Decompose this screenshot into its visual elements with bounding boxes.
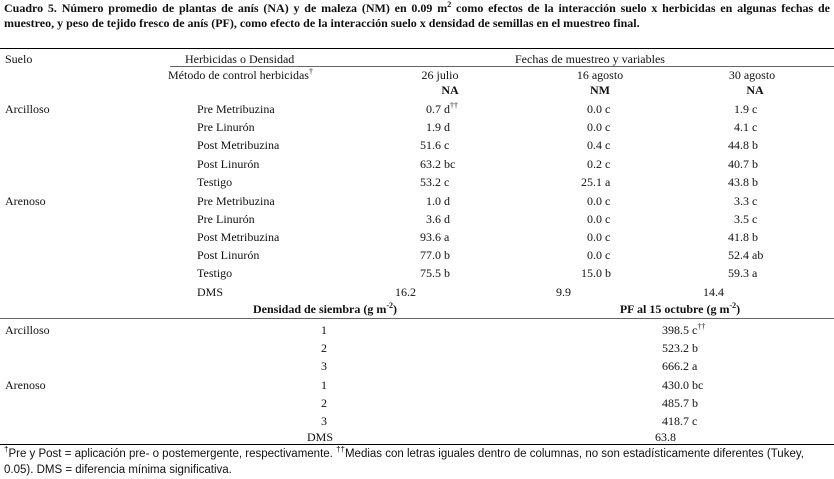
method-cell: Pre Linurón (197, 120, 255, 135)
soil-label: Arenoso (5, 377, 46, 392)
value-number: 16.2 (395, 284, 416, 299)
pf-letter: c (692, 323, 698, 337)
value-letter: b (444, 266, 450, 281)
header-metodo-text: Método de control herbicidas (168, 68, 309, 82)
method-cell: Post Metribuzina (197, 229, 280, 244)
footnote (4, 446, 830, 478)
pf-cell (651, 378, 703, 392)
value-letter: b (444, 248, 450, 263)
pf-cell (651, 359, 697, 373)
value-cell (405, 248, 450, 262)
value-letter: c (605, 102, 611, 116)
method-cell: Post Linurón (197, 156, 260, 171)
method-cell: Post Linurón (197, 248, 260, 263)
value-letter: d (444, 211, 450, 226)
value-cell (405, 157, 455, 171)
value-number: 93.6 (420, 229, 441, 244)
pf-cell (651, 323, 705, 337)
value-sup: †† (450, 101, 458, 110)
value-letter: c (605, 120, 611, 135)
pf-cell (651, 341, 698, 355)
value-number: 14.4 (703, 284, 724, 299)
value-cell (405, 175, 449, 189)
value-number: 51.6 (420, 138, 441, 153)
value-number: 25.1 (581, 174, 602, 189)
method-cell: Pre Metribuzina (197, 193, 275, 208)
value-cell (566, 194, 610, 208)
value-cell (713, 212, 757, 226)
soil-label: Arcilloso (5, 102, 50, 116)
dms-label-2: DMS (306, 430, 333, 444)
value-cell (713, 230, 758, 244)
density-cell: 1 (321, 377, 327, 392)
value-number: 15.0 (581, 266, 602, 281)
value-cell (713, 175, 758, 189)
footnote-text-2: Medias con letras iguales dentro de columnas, no son estadísticamente diferentes (Tukey, 0.05). DMS = diferencia mínima significativa. (4, 448, 804, 476)
header-var-3: NA (746, 83, 764, 97)
value-letter: b (752, 156, 758, 171)
value-number: 1.9 (734, 102, 749, 116)
value-letter: c (605, 248, 611, 263)
caption-text-a: Número promedio de plantas de anís (NA) y de maleza (NM) en 0.09 m (56, 1, 448, 15)
value-letter: ab (752, 248, 764, 263)
value-number: 63.2 (420, 156, 441, 171)
value-cell (405, 102, 458, 116)
value-number: 44.8 (728, 138, 749, 153)
value-number: 0.0 (587, 120, 602, 135)
header-var-2: NM (590, 83, 610, 97)
value-letter: c (752, 211, 758, 226)
soil-label: Arenoso (5, 193, 46, 208)
value-cell (566, 248, 610, 262)
value-number: 3.3 (734, 193, 749, 208)
value-cell (713, 157, 758, 171)
method-cell: Post Metribuzina (197, 138, 280, 153)
header-suelo: Suelo (5, 52, 33, 66)
value-number: 9.9 (556, 284, 571, 299)
value-number: 0.0 (587, 248, 602, 263)
value-number: 0.4 (587, 138, 602, 153)
value-letter: a (752, 266, 758, 281)
soil-label: Arcilloso (5, 323, 50, 337)
value-cell (405, 230, 449, 244)
value-letter: c (605, 156, 611, 171)
header-pf-close: ) (736, 302, 741, 316)
table-caption (4, 1, 830, 31)
pf-letter: a (692, 359, 698, 373)
value-letter: c (605, 211, 611, 226)
bottom-rule (0, 444, 834, 445)
value-cell (713, 102, 757, 116)
value-cell (566, 266, 611, 280)
header-date-2: 16 agosto (576, 68, 624, 82)
header-densidad-exp: -2 (386, 301, 393, 310)
footnote-text-1: Pre y Post = aplicación pre- o postemergente, respectivamente. (8, 448, 337, 460)
value-letter: b (605, 266, 611, 281)
value-number: 4.1 (734, 120, 749, 135)
value-number: 0.2 (587, 156, 602, 171)
value-number: 75.5 (420, 266, 441, 281)
value-number: 43.8 (728, 174, 749, 189)
header-densidad-close: ) (393, 302, 397, 316)
footnote-mark-1: † (4, 445, 9, 455)
value-cell (713, 266, 757, 280)
header-densidad (225, 302, 425, 316)
value-number: 53.2 (420, 174, 441, 189)
value-letter: c (605, 138, 611, 153)
value-cell (405, 212, 450, 226)
value-number: 0.7 (426, 102, 441, 116)
value-cell (713, 194, 757, 208)
pf-number: 398.5 (662, 323, 689, 337)
header-var-1: NA (441, 83, 459, 97)
value-cell (566, 157, 610, 171)
method-cell: DMS (197, 284, 224, 299)
method-cell: Testigo (197, 174, 233, 189)
value-number: 40.7 (728, 156, 749, 171)
header-pf-exp: -2 (729, 301, 737, 310)
value-number: 0.0 (587, 102, 602, 116)
method-cell: Pre Linurón (197, 211, 255, 226)
density-cell: 2 (321, 395, 327, 410)
value-cell (395, 285, 434, 299)
value-cell (566, 120, 610, 134)
header-pf-text: PF al 15 octubre (g m (619, 302, 730, 316)
footnote-mark-2: †† (336, 445, 345, 455)
value-cell (556, 285, 595, 299)
value-number: 1.9 (426, 120, 441, 135)
pf-letter: b (692, 395, 698, 410)
caption-text-b: como efectos de la interacción suelo x herbicidas en algunas fechas de muestreo, y peso de tejido fresco de anís (PF), como efecto de la interacción suelo x densidad de semillas en el muestreo final. (4, 1, 830, 30)
value-cell (566, 138, 610, 152)
value-number: 52.4 (728, 248, 749, 263)
value-number: 41.8 (728, 229, 749, 244)
value-letter: d (444, 102, 450, 116)
value-letter: c (605, 193, 611, 208)
value-letter: b (752, 229, 758, 244)
value-cell (566, 102, 610, 116)
pf-number: 485.7 (662, 395, 689, 410)
pf-number: 523.2 (662, 341, 689, 355)
value-number: 1.0 (426, 193, 441, 208)
value-cell (703, 285, 742, 299)
value-letter: b (752, 138, 758, 153)
pf-letter: c (692, 413, 698, 428)
value-letter: c (444, 138, 450, 153)
value-cell (405, 138, 449, 152)
density-cell: 3 (321, 359, 327, 373)
header-subrule (170, 66, 834, 67)
pf-number: 666.2 (662, 359, 689, 373)
value-letter: c (605, 229, 611, 244)
top-rule (0, 48, 834, 49)
density-cell: 1 (321, 323, 327, 337)
method-cell: Pre Metribuzina (197, 102, 275, 116)
value-letter: c (752, 120, 758, 135)
value-letter: c (752, 102, 758, 116)
header-fechas: Fechas de muestreo y variables (515, 52, 665, 66)
value-cell (713, 248, 763, 262)
value-letter: d (444, 193, 450, 208)
density-header-rule (0, 318, 834, 319)
pf-letter: bc (692, 377, 704, 392)
header-densidad-text: Densidad de siembra (g m (252, 302, 387, 316)
header-herbicidas: Herbicidas o Densidad (185, 52, 295, 66)
value-cell (566, 175, 610, 189)
value-letter: a (605, 174, 611, 189)
pf-cell (651, 396, 698, 410)
pf-number: 430.0 (662, 377, 689, 392)
caption-sup: 2 (447, 0, 452, 9)
header-metodo-sup: † (308, 67, 313, 76)
pf-number: 418.7 (662, 413, 689, 428)
value-number: 0.0 (587, 211, 602, 226)
value-cell (566, 212, 610, 226)
caption-label: Cuadro 5. (4, 1, 57, 15)
value-letter: b (752, 174, 758, 189)
pf-letter: b (692, 341, 698, 355)
value-number: 77.0 (420, 248, 441, 263)
value-letter: bc (444, 156, 456, 171)
value-number: 0.0 (587, 193, 602, 208)
value-number: 3.6 (426, 211, 441, 226)
value-cell (566, 230, 610, 244)
header-pf (580, 302, 780, 316)
pf-sup: †† (697, 322, 706, 331)
value-letter: c (752, 193, 758, 208)
value-number: 0.0 (587, 229, 602, 244)
value-number: 59.3 (728, 266, 749, 281)
value-number: 3.5 (734, 211, 749, 226)
header-metodo (168, 68, 313, 82)
value-letter: a (444, 229, 450, 244)
dms-value-2: 63.8 (655, 430, 676, 444)
value-letter: c (444, 174, 450, 189)
method-cell: Testigo (197, 266, 233, 281)
value-cell (405, 194, 450, 208)
value-cell (405, 266, 450, 280)
header-date-3: 30 agosto (728, 68, 776, 82)
value-cell (713, 120, 757, 134)
value-cell (713, 138, 758, 152)
value-letter: d (444, 120, 450, 135)
header-date-1: 26 julio (421, 68, 459, 82)
density-cell: 2 (321, 341, 327, 355)
density-cell: 3 (321, 413, 327, 428)
value-cell (405, 120, 450, 134)
pf-cell (651, 414, 697, 428)
